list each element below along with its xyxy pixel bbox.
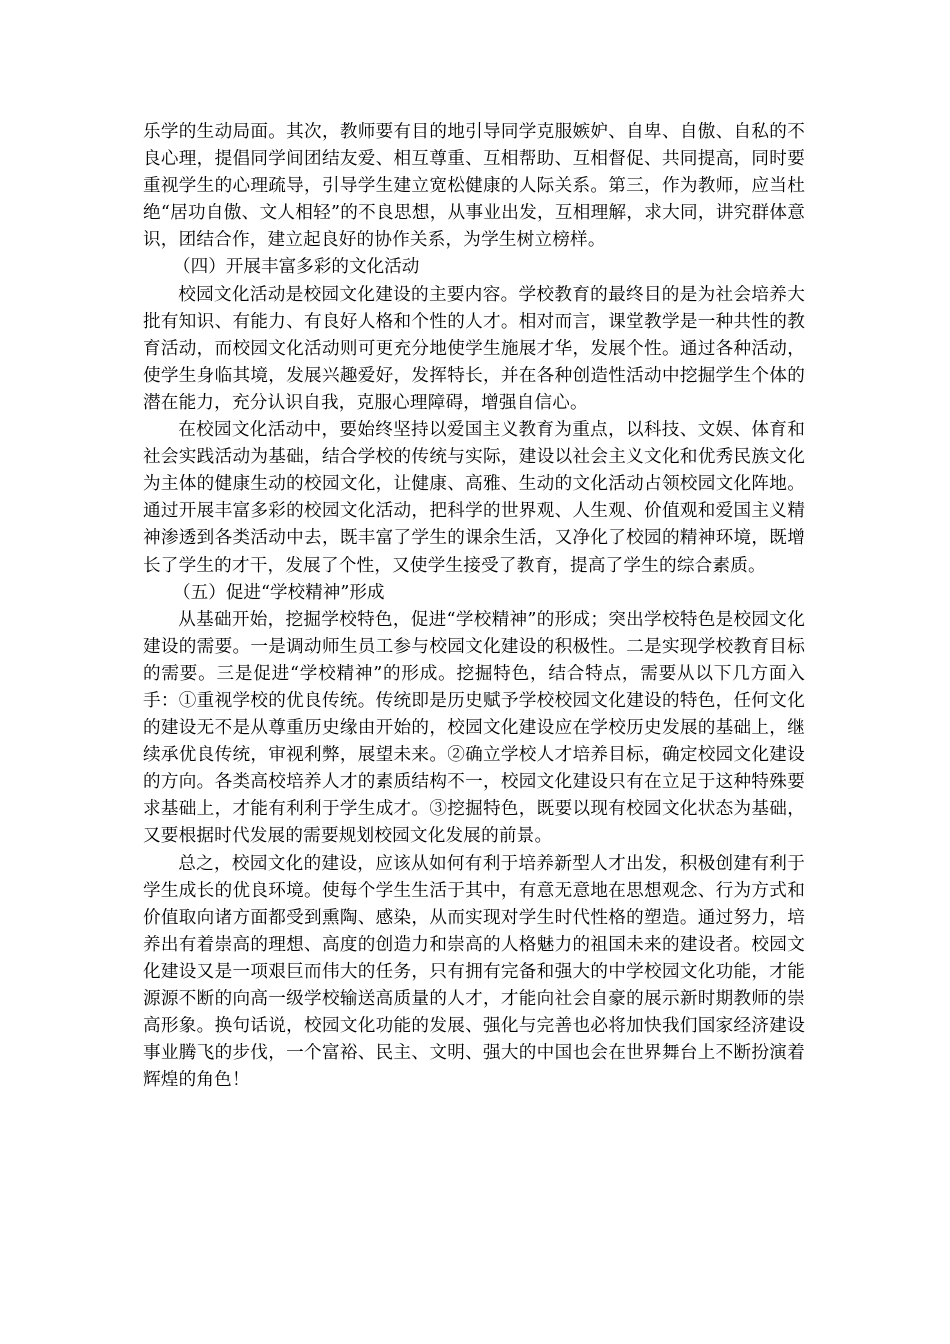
paragraph-cultural-activities: 校园文化活动是校园文化建设的主要内容。学校教育的最终目的是为社会培养大批有知识、有能力、有良好人格和个性的人才。相对而言，课堂教学是一种共性的教育活动，而校园文化活动则可更充分地使学生施展才华，发展个性。通过各种活动，使学生身临其境，发展兴趣爱好，发挥特长，并在各种创造性活动中挖掘学生个体的潜在能力，充分认识自我，克服心理障碍，增强自信心。 xyxy=(143,284,805,413)
section-heading-five: （五）促进“学校精神”形成 xyxy=(173,582,385,603)
section-heading-four: （四）开展丰富多彩的文化活动 xyxy=(173,257,420,278)
paragraph-conclusion: 总之，校园文化的建设，应该从如何有利于培养新型人才出发，积极创建有利于学生成长的优良环境。使每个学生生活于其中，有意无意地在思想观念、行为方式和价值取向诸方面都受到熏陶、感染，从而实现对学生时代性格的塑造。通过努力，培养出有着崇高的理想、高度的创造力和崇高的人格魅力的祖国未来的建设者。校园文化建设又是一项艰巨而伟大的任务，只有拥有完备和强大的中学校园文化功能，才能源源不断的向高一级学校输送高质量的人才，才能向社会自豪的展示新时期教师的崇高形象。换句话说，校园文化功能的发展、强化与完善也必将加快我们国家经济建设事业腾飞的步伐，一个富裕、民主、文明、强大的中国也会在世界舞台上不断扮演着辉煌的角色！ xyxy=(143,853,805,1091)
paragraph-patriotic-education: 在校园文化活动中，要始终坚持以爱国主义教育为重点，以科技、文娱、体育和社会实践活动为基础，结合学校的传统与实际，建设以社会主义文化和优秀民族文化为主体的健康生动的校园文化，让健康、高雅、生动的文化活动占领校园文化阵地。通过开展丰富多彩的校园文化活动，把科学的世界观、人生观、价值观和爱国主义精神渗透到各类活动中去，既丰富了学生的课余生活，又净化了校园的精神环境，既增长了学生的才干，发展了个性，又使学生接受了教育，提高了学生的综合素质。 xyxy=(143,420,805,576)
document-page xyxy=(143,119,805,1094)
paragraph-interpersonal: 乐学的生动局面。其次，教师要有目的地引导同学克服嫉妒、自卑、自傲、自私的不良心理，提倡同学间团结友爱、相互尊重、互相帮助、互相督促、共同提高，同时要重视学生的心理疏导，引导学生建立宽松健康的人际关系。第三，作为教师，应当杜绝“居功自傲、文人相轻”的不良思想，从事业出发，互相理解，求大同，讲究群体意识，团结合作，建立起良好的协作关系，为学生树立榜样。 xyxy=(143,122,805,251)
paragraph-school-spirit: 从基础开始，挖掘学校特色，促进“学校精神”的形成；突出学校特色是校园文化建设的需要。一是调动师生员工参与校园文化建设的积极性。二是实现学校教育目标的需要。三是促进“学校精神”的形成。挖掘特色，结合特点，需要从以下几方面入手：①重视学校的优良传统。传统即是历史赋予学校校园文化建设的特色，任何文化的建设无不是从尊重历史缘由开始的，校园文化建设应在学校历史发展的基础上，继续承优良传统，审视利弊，展望未来。②确立学校人才培养目标，确定校园文化建设的方向。各类高校培养人才的素质结构不一，校园文化建设只有在立足于这种特殊要求基础上，才能有利利于学生成才。③挖掘特色，既要以现有校园文化状态为基础，又要根据时代发展的需要规划校园文化发展的前景。 xyxy=(143,609,805,847)
